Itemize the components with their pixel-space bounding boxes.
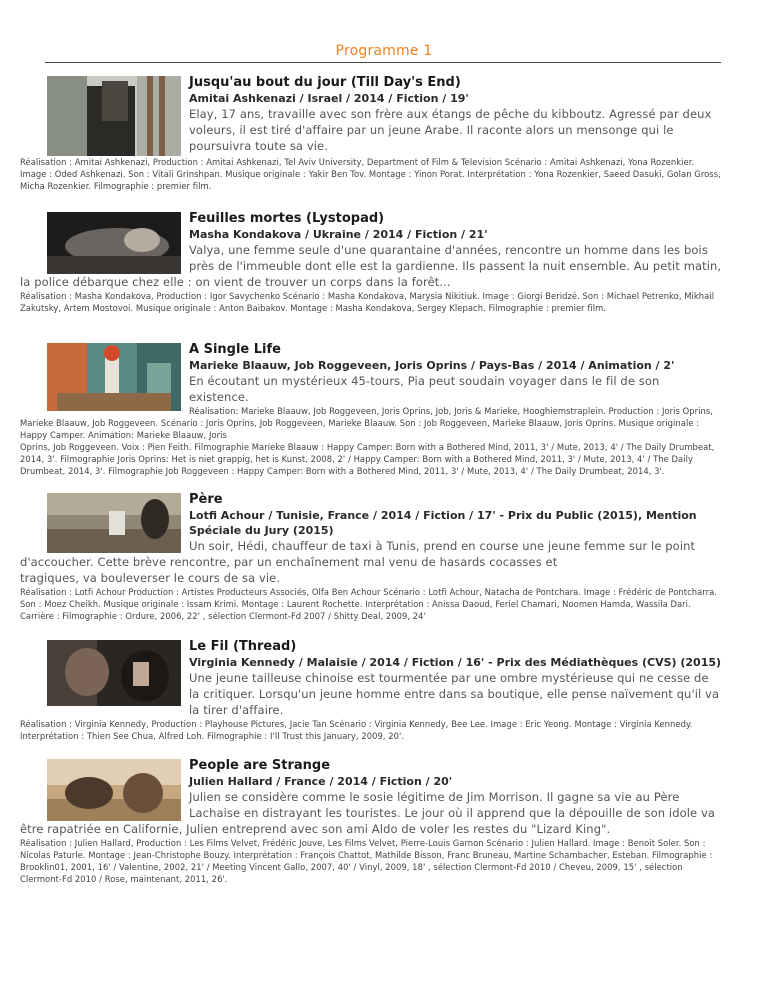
film-synopsis: Julien se considère comme le sosie légitime de Jim Morrison. Il gagne sa vie au Père Lachaise en distrayant les touristes. Le jour où il apprend que la dépouille de son idole va (189, 790, 716, 820)
film-details: Réalisation : Lotfi Achour Production : Artistes Producteurs Associés, Olfa Ben Achour Scénario : Lotfi Achour, Natacha de Pontchara. Image : Frédéric de Pontcharra. Son : Moez Cheikh. Musique originale : Issam Krimi. Montage : Laurent Rochette. Interprétation : Anissa Daoud, Feriel Chamari, Noomen Hamda, Wassila Dari. Carrière : Filmographie : Ordure, 2006, 22' , sélection Clermont-Fd 2007 / Shitty Deal, 2009, 24' (20, 587, 718, 621)
film-synopsis-continued: être rapatriée en Californie, Julien entreprend avec son ami Aldo de voler les restes du "Lizard King". (20, 822, 611, 836)
film-entry (20, 638, 722, 742)
page-title: Programme 1 (335, 43, 433, 59)
film-title: A Single Life (189, 342, 281, 357)
film-title: Jusqu'au bout du jour (Till Day's End) (189, 75, 461, 90)
film-credit: Lotfi Achour / Tunisie, France / 2014 / Fiction / 17' - Prix du Public (2015), Mention Spéciale du Jury (2015) (189, 509, 697, 537)
film-synopsis-continued: tragiques, va bouleverser le cours de sa vie. (20, 571, 281, 585)
film-credit: Virginia Kennedy / Malaisie / 2014 / Fiction / 16' - Prix des Médiathèques (CVS) (2015) (189, 656, 722, 669)
film-synopsis: En écoutant un mystérieux 45-tours, Pia peut soudain voyager dans le fil de son existence. (189, 374, 660, 404)
film-still (47, 493, 181, 553)
film-credit: Amitai Ashkenazi / Israel / 2014 / Fiction / 19' (189, 92, 469, 105)
film-title: Père (189, 492, 223, 507)
film-details: Réalisation: Marieke Blaauw, Job Roggeveen, Joris Oprins, Job, Joris & Marieke, Hooghiemstraplein. Production : Joris Oprins, Marieke Blaauw, Job Roggeveen. Scénario : Joris Oprins, Job Roggeveen, Marieke Blaauw. Son : Job Roggeveen, Marieke Blaauw, Joris Oprins. Musique originale : Happy Camper. Animation: Marieke Blaauw, Joris (20, 406, 714, 440)
film-synopsis: Valya, une femme seule d'une quarantaine d'années, rencontre un homme dans les bois près de l'immeuble dont elle est la gardienne. Ils passent la nuit ensemble. Au petit matin, la police débarque chez elle : on vient de trouver un corps dans la forêt... (20, 243, 722, 289)
film-still (47, 343, 181, 411)
film-entry (20, 210, 722, 314)
film-still (47, 640, 181, 706)
film-title: Feuilles mortes (Lystopad) (189, 211, 385, 226)
film-credit: Masha Kondakova / Ukraine / 2014 / Fiction / 21' (189, 228, 488, 241)
film-entry (20, 341, 722, 477)
title-divider (45, 62, 721, 63)
film-details: Réalisation : Masha Kondakova, Production : Igor Savychenko Scénario : Masha Kondakova, Marysia Nikitiuk. Image : Giorgi Beridzé. Son : Michael Petrenko, Mikhail Zakutsky, Artem Mostovoi. Musique originale : Anton Baibakov. Montage : Masha Kondakova, Sergey Klepach. Filmographie : premier film. (20, 291, 715, 313)
film-entry (20, 757, 722, 885)
film-details: Réalisation : Julien Hallard, Production : Les Films Velvet, Frédéric Jouve, Les Films Velvet, Pierre-Louis Garnon Scénario : Julien Hallard. Image : Benoit Soler. Son : Nicolas Paturle. Montage : Jean-Christophe Bouzy. Interprétation : François Chattot, Mathilde Bisson, Franc Bruneau, Martine Schambacher, Esteban. Filmographie : Brooklin01, 2001, 16' / Valentine, 2002, 21' / Meeting Vincent Gallo, 2007, 40' / Vinyl, 2009, 18' , sélection Clermont-Fd 2010 / Cheveu, 2009, 15' , sélection Clermont-Fd 2010 / Rose, maintenant, 2011, 26'. (20, 838, 713, 884)
film-details: Réalisation : Virginia Kennedy, Production : Playhouse Pictures, Jacie Tan Scénario : Virginia Kennedy, Bee Lee. Image : Eric Yeong. Montage : Virginia Kennedy. Interprétation : Thien See Chua, Alfred Loh. Filmographie : I'll Trust this January, 2009, 20'. (20, 719, 693, 741)
film-still (47, 76, 181, 156)
film-credit: Julien Hallard / France / 2014 / Fiction / 20' (189, 775, 453, 788)
film-entry (20, 491, 722, 622)
film-still (47, 212, 181, 274)
film-title: Le Fil (Thread) (189, 639, 297, 654)
film-credit: Marieke Blaauw, Job Roggeveen, Joris Oprins / Pays-Bas / 2014 / Animation / 2' (189, 359, 675, 372)
film-synopsis: Un soir, Hédi, chauffeur de taxi à Tunis, prend en course une jeune femme sur le point d'accoucher. Cette brève rencontre, par un enchaînement mal venu de hasards cocasses et (20, 539, 696, 569)
film-synopsis: Une jeune tailleuse chinoise est tourmentée par une ombre mystérieuse qui ne cesse de la critiquer. Lorsqu'un jeune homme entre dans sa boutique, elle pense naïvement qu'il va la tirer d'affaire. (189, 671, 720, 717)
film-entry (20, 74, 722, 192)
film-details: Réalisation : Amitai Ashkenazi, Production : Amitai Ashkenazi, Tel Aviv University, Department of Film & Television Scénario : Amitai Ashkenazi, Yona Rozenkier. Image : Oded Ashkenazi. Son : Vitali Grinshpan. Musique originale : Yakir Ben Tov. Montage : Yinon Porat. Interprétation : Yona Rozenkier, Saeed Dasuki, Golan Gross, Micha Rozenkier. Filmographie : premier film. (20, 157, 721, 191)
film-synopsis: Elay, 17 ans, travaille avec son frère aux étangs de pêche du kibboutz. Agressé par deux voleurs, il est tiré d'affaire par un jeune Arabe. Il raconte alors un mensonge qui le poursuivra toute sa vie. (189, 107, 712, 153)
film-details-continued: Oprins, Job Roggeveen. Voix : Pien Feith. Filmographie Marieke Blaauw : Happy Camper: Born with a Bothered Mind, 2011, 3' / Mute, 2013, 4' / The Daily Drumbeat, 2014, 3'. Filmographie Joris Oprins: Het is niet grappig, het is Kunst, 2008, 2' / Happy Camper: Born with a Bothered Mind, 2011, 3' / Mute, 2013, 4' / The Daily Drumbeat, 2014, 3'. Filmographie Job Roggeveen : Happy Camper: Born with a Bothered Mind, 2011, 3' / Mute, 2013, 4' / The Daily Drumbeat, 2014, 3'. (20, 442, 715, 476)
film-still (47, 759, 181, 821)
film-title: People are Strange (189, 758, 331, 773)
